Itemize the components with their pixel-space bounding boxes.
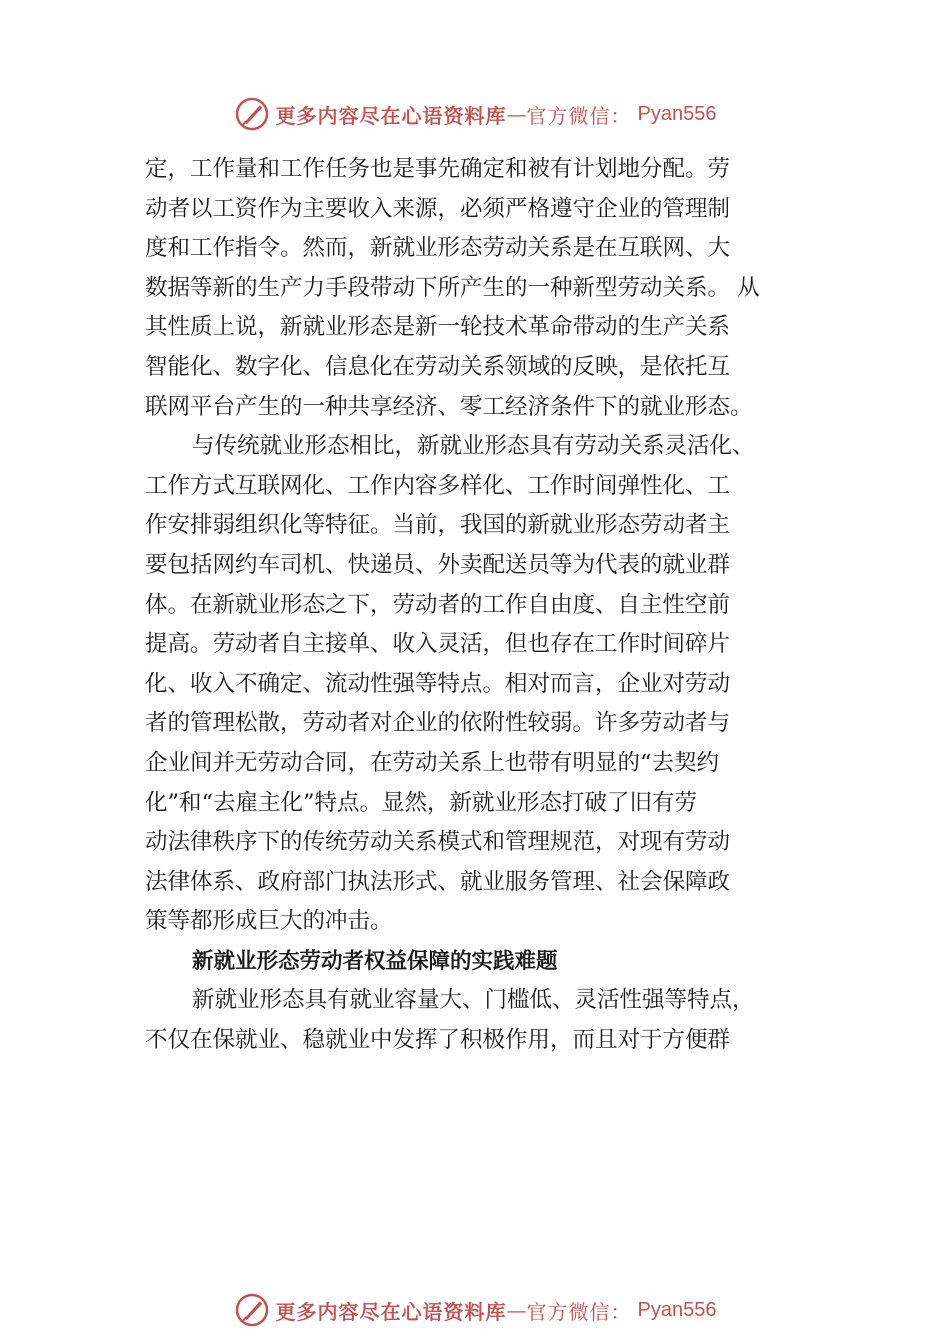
quill-pen-logo-icon bbox=[234, 96, 270, 132]
text-line: 化”和“去雇主化”特点。显然，新就业形态打破了旧有劳 bbox=[145, 789, 698, 816]
text-line: 动法律秩序下的传统劳动关系模式和管理规范，对现有劳动 bbox=[145, 829, 731, 856]
header-banner bbox=[0, 94, 950, 134]
banner-title: 更多内容尽在心语资料库 bbox=[275, 103, 507, 128]
text-line: 其性质上说，新就业形态是新一轮技术革命带动的生产关系 bbox=[145, 314, 731, 341]
paragraph-2 bbox=[145, 427, 815, 942]
paragraph-3 bbox=[145, 981, 815, 1060]
banner-separator: — bbox=[506, 1298, 527, 1322]
text-line: 定，工作量和工作任务也是事先确定和被有计划地分配。劳 bbox=[145, 156, 731, 182]
banner-wechat-id: Pyan556 bbox=[637, 1298, 717, 1321]
banner-label: 官方微信： bbox=[526, 103, 632, 128]
text-line: 数据等新的生产力手段带动下所产生的一种新型劳动关系。 从 bbox=[145, 274, 760, 301]
text-line: 工作方式互联网化、工作内容多样化、工作时间弹性化、工 bbox=[145, 472, 731, 499]
text-line: 者的管理松散，劳动者对企业的依附性较弱。许多劳动者与 bbox=[145, 710, 731, 737]
text-line: 不仅在保就业、稳就业中发挥了积极作用，而且对于方便群 bbox=[145, 1027, 731, 1054]
text-line: 新就业形态具有就业容量大、门槛低、灵活性强等特点， bbox=[192, 987, 755, 1014]
text-line: 提高。劳动者自主接单、收入灵活，但也存在工作时间碎片 bbox=[145, 631, 731, 658]
banner-separator: — bbox=[506, 102, 527, 126]
document-body bbox=[145, 150, 815, 1061]
footer-banner bbox=[0, 1290, 950, 1330]
text-line: 智能化、数字化、信息化在劳动关系领域的反映，是依托互 bbox=[145, 353, 731, 380]
paragraph-1 bbox=[145, 150, 815, 427]
section-heading: 新就业形态劳动者权益保障的实践难题 bbox=[192, 948, 558, 974]
text-line: 联网平台产生的一种共享经济、零工经济条件下的就业形态。 bbox=[145, 393, 753, 420]
text-line: 要包括网约车司机、快递员、外卖配送员等为代表的就业群 bbox=[145, 551, 731, 578]
banner-title: 更多内容尽在心语资料库 bbox=[275, 1299, 507, 1324]
quill-pen-logo-icon bbox=[234, 1292, 270, 1328]
text-line: 法律体系、政府部门执法形式、就业服务管理、社会保障政 bbox=[145, 868, 731, 895]
banner-label: 官方微信： bbox=[526, 1299, 632, 1324]
text-line: 企业间并无劳动合同，在劳动关系上也带有明显的“去契约 bbox=[145, 749, 720, 776]
text-line: 作安排弱组织化等特征。当前，我国的新就业形态劳动者主 bbox=[145, 512, 731, 539]
text-line: 与传统就业形态相比，新就业形态具有劳动关系灵活化、 bbox=[192, 433, 755, 460]
text-line: 度和工作指令。然而，新就业形态劳动关系是在互联网、大 bbox=[145, 235, 731, 262]
banner-wechat-id: Pyan556 bbox=[637, 102, 717, 125]
text-line: 体。在新就业形态之下，劳动者的工作自由度、自主性空前 bbox=[145, 591, 731, 618]
text-line: 化、收入不确定、流动性强等特点。相对而言，企业对劳动 bbox=[145, 670, 731, 697]
text-line: 策等都形成巨大的冲击。 bbox=[145, 908, 393, 935]
text-line: 动者以工资作为主要收入来源，必须严格遵守企业的管理制 bbox=[145, 195, 731, 222]
